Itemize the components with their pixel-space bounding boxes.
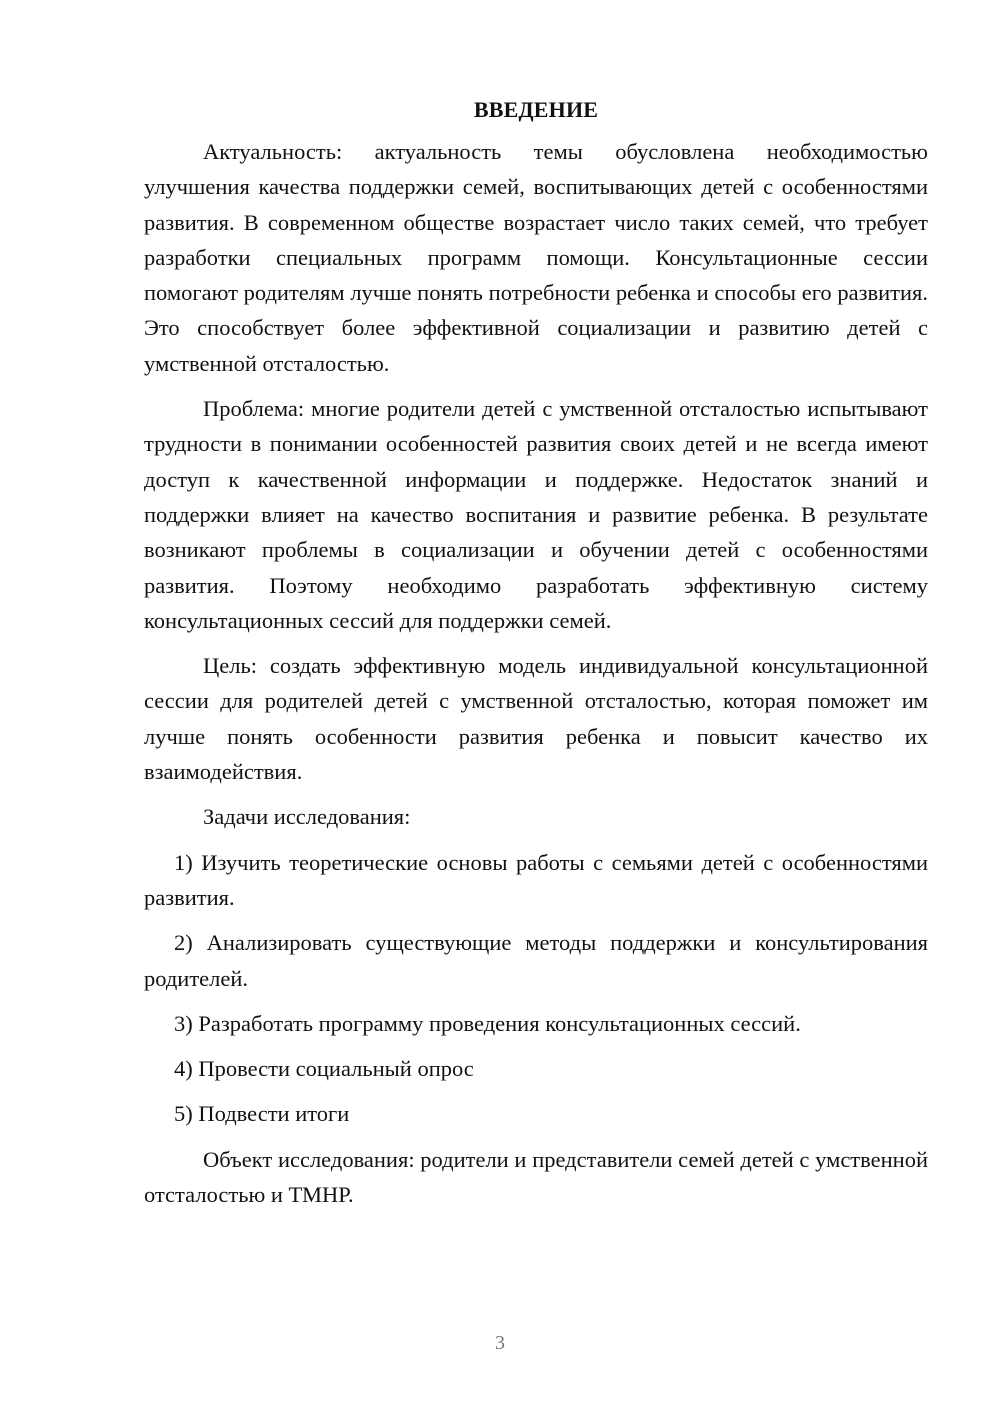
task-item-2: 2) Анализировать существующие методы поддержки и консультирования родителей. [144,930,928,991]
problem-paragraph: Проблема: многие родители детей с умственной отсталостью испытывают трудности в понимании особенностей развития своих детей и не всегда имеют доступ к качественной информации и поддержке. Недостаток знаний и поддержки влияет на качество воспитания и развитие ребенка. В результате возникают проблемы в социализации и обучении детей с особенностями развития. Поэтому необходимо разработать эффективную систему консультационных сессий для поддержки семей. [144,396,928,633]
task-item-5: 5) Подвести итоги [174,1101,350,1127]
page-number: 3 [495,1332,505,1354]
task-item-3: 3) Разработать программу проведения консультационных сессий. [174,1010,801,1036]
tasks-heading: Задачи исследования: [203,804,411,830]
task-item-4: 4) Провести социальный опрос [174,1056,474,1082]
object-paragraph: Объект исследования: родители и представители семей детей с умственной отсталостью и ТМНР. [144,1146,928,1208]
goal-paragraph: Цель: создать эффективную модель индивидуальной консультационной сессии для родителей детей с умственной отсталостью, которая поможет им лучше понять особенности развития ребенка и повысит качество их взаимодействия. [144,653,928,785]
document-page [144,94,928,1222]
relevance-paragraph: Актуальность: актуальность темы обусловлена необходимостью улучшения качества поддержки семей, воспитывающих детей с особенностями развития. В современном обществе возрастает число таких семей, что требует разработки специальных программ помощи. Консультационные сессии помогают родителям лучше понять потребности ребенка и способы его развития. Это способствует более эффективной социализации и развитию детей с умственной отсталостью. [144,139,928,376]
task-item-1: 1) Изучить теоретические основы работы с семьями детей с особенностями развития. [144,849,928,910]
page-title: ВВЕДЕНИЕ [473,97,599,122]
